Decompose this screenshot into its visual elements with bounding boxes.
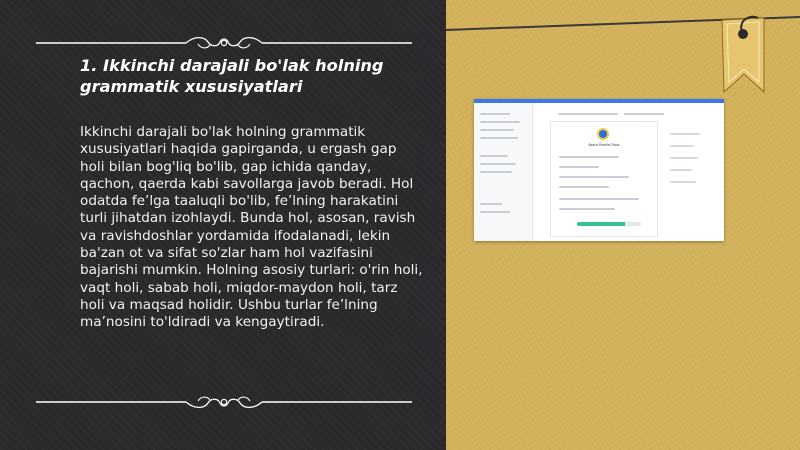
mini-sidebar: [474, 103, 533, 241]
hanging-tag-icon: [722, 17, 764, 92]
mini-dialog-title: Bosch Parallel Tools: [588, 143, 620, 147]
section-heading: 1. Ikkinchi darajali bo'lak holning grammatik xususiyatlari: [80, 56, 384, 96]
embedded-screenshot: [474, 99, 724, 241]
mini-progress-bar: [577, 222, 641, 226]
mini-progress-fill: [577, 222, 625, 226]
divider-ornament-bottom-icon: [36, 393, 412, 411]
divider-ornament-top-icon: [36, 34, 412, 52]
mini-app-logo-icon: [597, 128, 609, 140]
section-body-text: Ikkinchi darajali bo'lak holning grammatik xususiyatlari haqida gapirganda, u ergash gap holi bilan bog'liq bo'lib, gap ichida qanday, qachon, qaerda kabi savollarga javob beradi. Hol odatda fe’lga taaluqli bo'lib, fe’lning harakatini turli jihatdan izohlaydi. Bunda hol, asosan, ravish va ravishdoshlar yordamida ifodalanadi, lekin ba'zan ot va sifat so'zlar ham hol vazifasini bajarishi mumkin. Holning asosiy turlari: o'rin holi, vaqt holi, sabab holi, miqdor-maydon holi, tarz holi va maqsad holidir. Ushbu turlar fe’lning ma’nosini to'ldiradi va kengaytiradi.: [80, 124, 423, 331]
mini-dialog-card: [550, 121, 658, 237]
